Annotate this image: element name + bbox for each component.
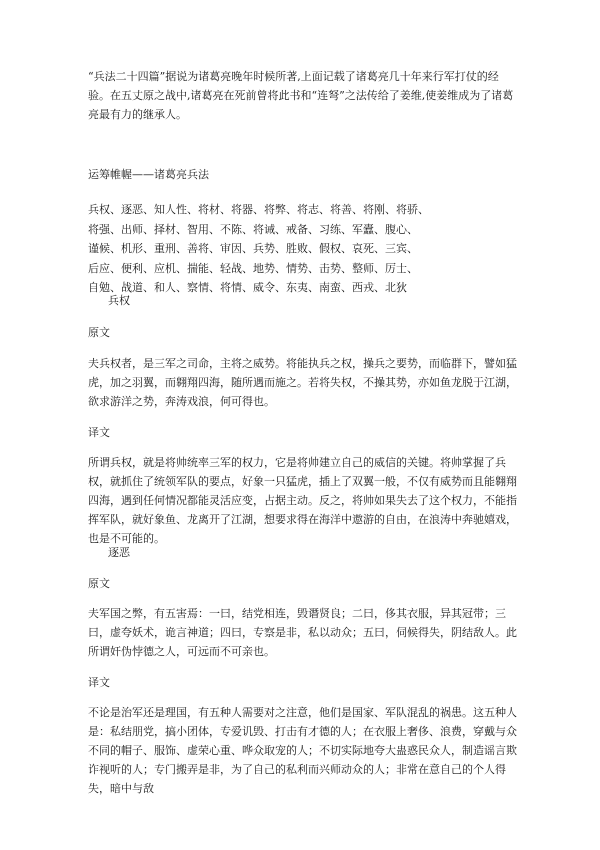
chapter-list (88, 200, 528, 298)
original-text: 夫军国之弊，有五害焉：一曰，结党相连，毁谮贤良；二曰，侈其衣服，异其冠带；三曰，虚夸妖术，诡言神道；四曰，专察是非，私以动众；五曰，伺候得失，阴结敌人。此所谓奸伪悖德之人，可远而不可亲也。 (88, 607, 517, 658)
original-label: 原文 (88, 577, 110, 590)
section-title-binquan: 兵权 (108, 294, 130, 307)
intro-paragraph: “兵法二十四篇”据说为诸葛亮晚年时候所著,上面记载了诸葛亮几十年来行军打仗的经验。在五丈原之战中,诸葛亮在死前曾将此书和“连弩”之法传给了姜维,使姜维成为了诸葛亮最有力的继承人。 (88, 70, 514, 121)
translation-label: 译文 (88, 676, 110, 689)
list-item: 将强、出师、择材、智用、不陈、将诫、戒备、习练、军蠹、腹心、 (88, 222, 418, 236)
translation-text: 不论是治军还是理国，有五种人需要对之注意，他们是国家、军队混乱的祸患。这五种人是：私结朋党，搞小团体，专爱讥毁、打击有才德的人；在衣服上奢侈、浪费，穿戴与众不同的帽子、服饰、虚荣心重、哗众取宠的人；不切实际地夸大蛊惑民众人，制造谣言欺诈视听的人；专门搬弄是非，为了自己的私利而兴师动众的人；非常在意自己的个人得失，暗中与敌 (88, 706, 517, 795)
original-text: 夫兵权者，是三军之司命，主将之威势。将能执兵之权，操兵之要势，而临群下，譬如猛虎，加之羽翼，而翱翔四海，随所遇而施之。若将失权，不操其势，亦如鱼龙脱于江湖，欲求游洋之势，奔涛戏浪，何可得也。 (88, 357, 517, 408)
original-label: 原文 (88, 326, 110, 339)
section-title-zhue: 逐恶 (108, 546, 130, 559)
list-item: 兵权、逐恶、知人性、将材、将器、将弊、将志、将善、将刚、将骄、 (88, 203, 429, 216)
translation-label: 译文 (88, 426, 110, 439)
book-title: 运筹帷幄——诸葛亮兵法 (88, 168, 209, 181)
list-item: 自勉、战道、和人、察情、将情、威令、东夷、南蛮、西戎、北狄 (88, 281, 407, 295)
list-item: 谨候、机形、重刑、善将、审因、兵势、胜败、假权、哀死、三宾、 (88, 242, 418, 256)
translation-text: 所谓兵权，就是将帅统率三军的权力，它是将帅建立自己的威信的关键。将帅掌握了兵权，就抓住了统领军队的要点，好象一只猛虎，插上了双翼一般，不仅有威势而且能翱翔四海，遇到任何情况都能灵活应变，占据主动。反之，将帅如果失去了这个权力，不能指挥军队，就好象鱼、龙离开了江湖，想要求得在海洋中遨游的自由，在浪涛中奔驰嬉戏，也是不可能的。 (88, 456, 517, 545)
list-item: 后应、便利、应机、揣能、轻战、地势、情势、击势、整师、厉士、 (88, 261, 418, 275)
